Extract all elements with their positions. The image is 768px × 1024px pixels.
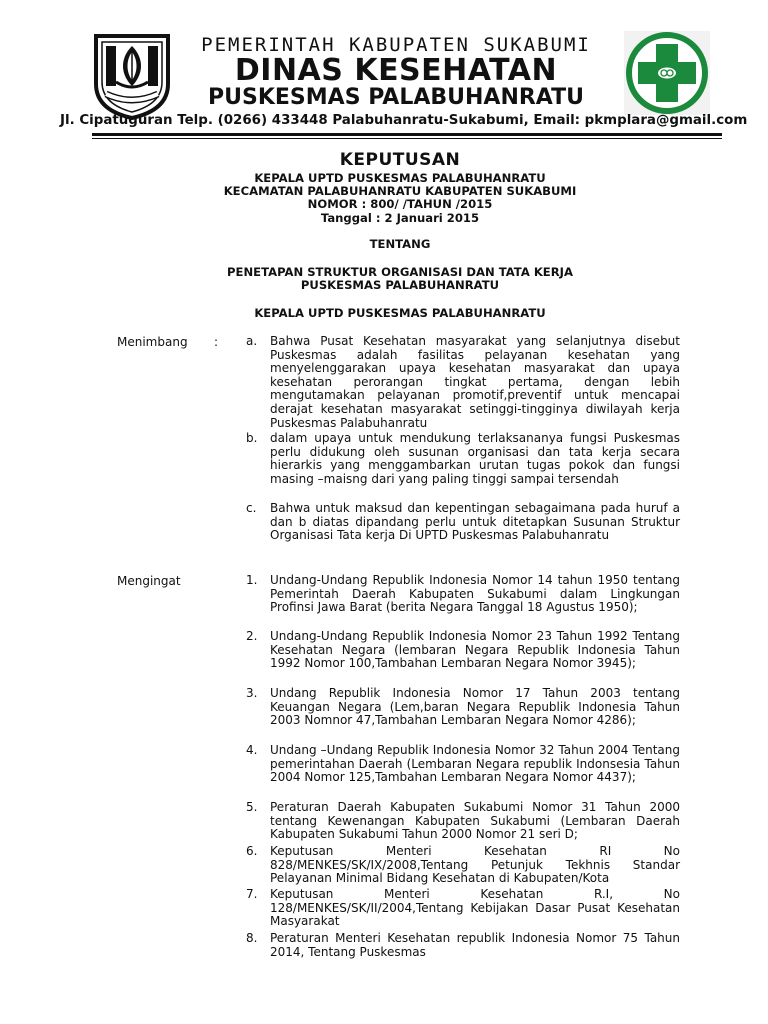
- menimbang-label: Menimbang: [117, 335, 188, 349]
- item-text: Peraturan Menteri Kesehatan republik Indonesia Nomor 75 Tahun 2014, Tentang Puskesmas: [270, 931, 680, 959]
- mengingat-item: [246, 744, 680, 785]
- menimbang-item: [246, 432, 680, 486]
- item-marker: 5.: [246, 800, 258, 814]
- item-text: Undang-Undang Republik Indonesia Nomor 14 tahun 1950 tentang Pemerintah Daerah Kabupaten Sukabumi dalam Lingkungan Profinsi Jawa Barat (berita Negara Tanggal 18 Agustus 1950);: [270, 573, 680, 615]
- decree-subject-line2: PUSKESMAS PALABUHANRATU: [300, 278, 500, 292]
- item-marker: 6.: [246, 844, 258, 858]
- decree-number: NOMOR : 800/ /TAHUN /2015: [307, 197, 493, 211]
- item-marker: 3.: [246, 686, 258, 700]
- decree-date: Tanggal : 2 Januari 2015: [320, 211, 480, 225]
- about-label: TENTANG: [369, 237, 431, 251]
- item-text: Undang –Undang Republik Indonesia Nomor 32 Tahun 2004 Tentang pemerintahan Daerah (Lembaran Negara republik Indonsesia Tahun 2004 Nomor 125,Tambahan Lembaran Negara Nomor 4437);: [270, 743, 680, 785]
- mengingat-item: [246, 888, 680, 929]
- decree-issuer-region: KECAMATAN PALABUHANRATU KABUPATEN SUKABUMI: [223, 184, 577, 198]
- letterhead-address: Jl. Cipatuguran Telp. (0266) 433448 Palabuhanratu-Sukabumi, Email: pkmplara@gmail.com: [60, 113, 748, 128]
- mengingat-item: [246, 932, 680, 959]
- item-marker: 7.: [246, 887, 258, 901]
- menimbang-item: [246, 502, 680, 543]
- agency-name: DINAS KESEHATAN: [234, 53, 558, 88]
- item-text: Undang-Undang Republik Indonesia Nomor 23 Tahun 1992 Tentang Kesehatan Negara (lembaran Negara Republik Indonesia Tahun 1992 Nomor 100,Tambahan Lembaran Negara Nomor 3945);: [270, 629, 680, 671]
- decree-signatory: KEPALA UPTD PUSKESMAS PALABUHANRATU: [254, 306, 546, 320]
- item-text: Peraturan Daerah Kabupaten Sukabumi Nomor 31 Tahun 2000 tentang Kewenangan Kabupaten Sukabumi (Lembaran Daerah Kabupaten Sukabumi Tahun 2000 Nomor 21 seri D;: [270, 800, 680, 842]
- mengingat-item: [246, 687, 680, 728]
- item-text: dalam upaya untuk mendukung terlaksananya fungsi Puskesmas perlu didukung oleh susunan organisasi dan tata kerja secara hierarkis yang menggambarkan urutan tugas pokok dan fungsi masing –maisng dari yang paling tinggi sampai tersendah: [270, 431, 680, 486]
- item-text: Bahwa untuk maksud dan kepentingan sebagaimana pada huruf a dan b diatas dipandang perlu untuk ditetapkan Susunan Struktur Organisasi Tata kerja Di UPTD Puskesmas Palabuhanratu: [270, 501, 680, 543]
- menimbang-item: [246, 335, 680, 430]
- decree-title: KEPUTUSAN: [339, 150, 461, 170]
- menimbang-colon: :: [214, 335, 219, 349]
- regency-emblem-icon: [92, 32, 172, 120]
- item-marker: c.: [246, 501, 257, 515]
- item-text: Bahwa Pusat Kesehatan masyarakat yang selanjutnya disebut Puskesmas adalah fasilitas pelayanan kesehatan yang menyelenggarakan upaya kesehatan masyarakat dan upaya kesehatan perorangan tingkat pertama, dengan lebih mengutamakan pelayanan promotif,preventif untuk mencapai derajat kesehatan masyarakat setinggi-tingginya diwilayah kerja Puskesmas Palabuhanratu: [270, 334, 680, 430]
- letterhead-rule-thick: [92, 133, 722, 136]
- government-name: PEMERINTAH KABUPATEN SUKABUMI: [201, 34, 591, 56]
- letterhead: [176, 34, 616, 110]
- mengingat-item: [246, 574, 680, 615]
- item-marker: 1.: [246, 573, 258, 587]
- item-text: Keputusan Menteri Kesehatan R.I, No 128/MENKES/SK/II/2004,Tentang Kebijakan Dasar Pusat Kesehatan Masyarakat: [270, 887, 680, 929]
- puskesmas-cross-icon: [623, 30, 711, 116]
- item-marker: 2.: [246, 629, 258, 643]
- decree-subject: PENETAPAN STRUKTUR ORGANISASI DAN TATA KERJA: [227, 265, 573, 279]
- letterhead-rule-thin: [92, 138, 722, 139]
- mengingat-item: [246, 630, 680, 671]
- mengingat-label: Mengingat: [117, 574, 181, 588]
- item-text: Undang Republik Indonesia Nomor 17 Tahun 2003 tentang Keuangan Negara (Lem,baran Negara Republik Indonesia Tahun 2003 Nomnor 47,Tambahan Lembaran Negara Nomor 4286);: [270, 686, 680, 728]
- mengingat-item: [246, 845, 680, 886]
- item-marker: 8.: [246, 931, 258, 945]
- item-text: Keputusan Menteri Kesehatan RI No 828/MENKES/SK/IX/2008,Tentang Petunjuk Tekhnis Standar Pelayanan Minimal Bidang Kesehatan di Kabupaten/Kota: [270, 844, 680, 886]
- item-marker: 4.: [246, 743, 258, 757]
- item-marker: a.: [246, 334, 258, 348]
- office-name: PUSKESMAS PALABUHANRATU: [208, 85, 584, 110]
- decree-issuer: KEPALA UPTD PUSKESMAS PALABUHANRATU: [254, 171, 546, 185]
- mengingat-item: [246, 801, 680, 842]
- item-marker: b.: [246, 431, 258, 445]
